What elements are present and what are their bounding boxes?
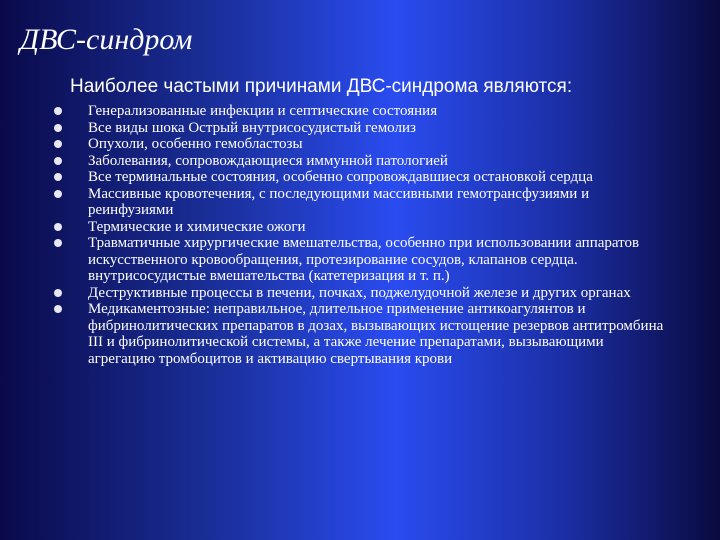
list-item-text: Деструктивные процессы в печени, почках, поджелудочной железе и других органах [88,284,631,301]
list-item-text: Медикаментозные: неправильное, длительное применение антикоагулянтов и фибринолитических препаратов в дозах, вызывающих истощение резервов антитромбина III и фибринолитической системы, а также лечение препаратами, вызывающими агрегацию тромбоцитов и активацию свертывания крови [88,301,664,367]
bullet-icon [54,124,62,132]
list-item [54,136,664,153]
bullet-icon [54,239,62,247]
bullet-icon [54,190,62,198]
list-item [54,169,664,186]
list-item-text: Заболевания, сопровождающиеся иммунной патологией [88,152,448,169]
bullet-icon [54,107,62,115]
list-item [54,285,664,302]
list-item-text: Все виды шока Острый внутрисосудистый гемолиз [88,119,416,136]
list-item [54,153,664,170]
list-item-text: Генерализованные инфекции и септические состояния [88,103,438,119]
bullet-icon [54,157,62,165]
list-item-text: Все терминальные состояния, особенно сопровождавшиеся остановкой сердца [88,169,593,185]
list-item [54,120,664,137]
bullet-icon [54,173,62,181]
list-item-text: Термические и химические ожоги [88,218,306,235]
list-item-text: Травматичные хирургические вмешательства, особенно при использовании аппаратов искусственного кровообращения, протезирование сосудов, клапанов сердца. внутрисосудистые вмешательства (катетеризация и т. п.) [88,235,640,284]
slide-title: ДВС-синдром [20,23,193,56]
slide-subtitle: Наиболее частыми причинами ДВС-синдрома являются: [70,76,573,97]
list-item-text: Опухоли, особенно гемобластозы [88,136,303,152]
list-item [54,186,664,219]
list-item [54,235,664,285]
list-item [54,301,664,367]
list-item-text: Массивные кровотечения, с последующими массивными гемотрансфузиями и реинфузиями [88,185,590,218]
list-item [54,219,664,236]
bullet-icon [54,305,62,313]
bullet-icon [54,223,62,231]
bullet-icon [54,140,62,148]
causes-list [54,103,664,367]
list-item [54,103,664,120]
bullet-icon [54,289,62,297]
